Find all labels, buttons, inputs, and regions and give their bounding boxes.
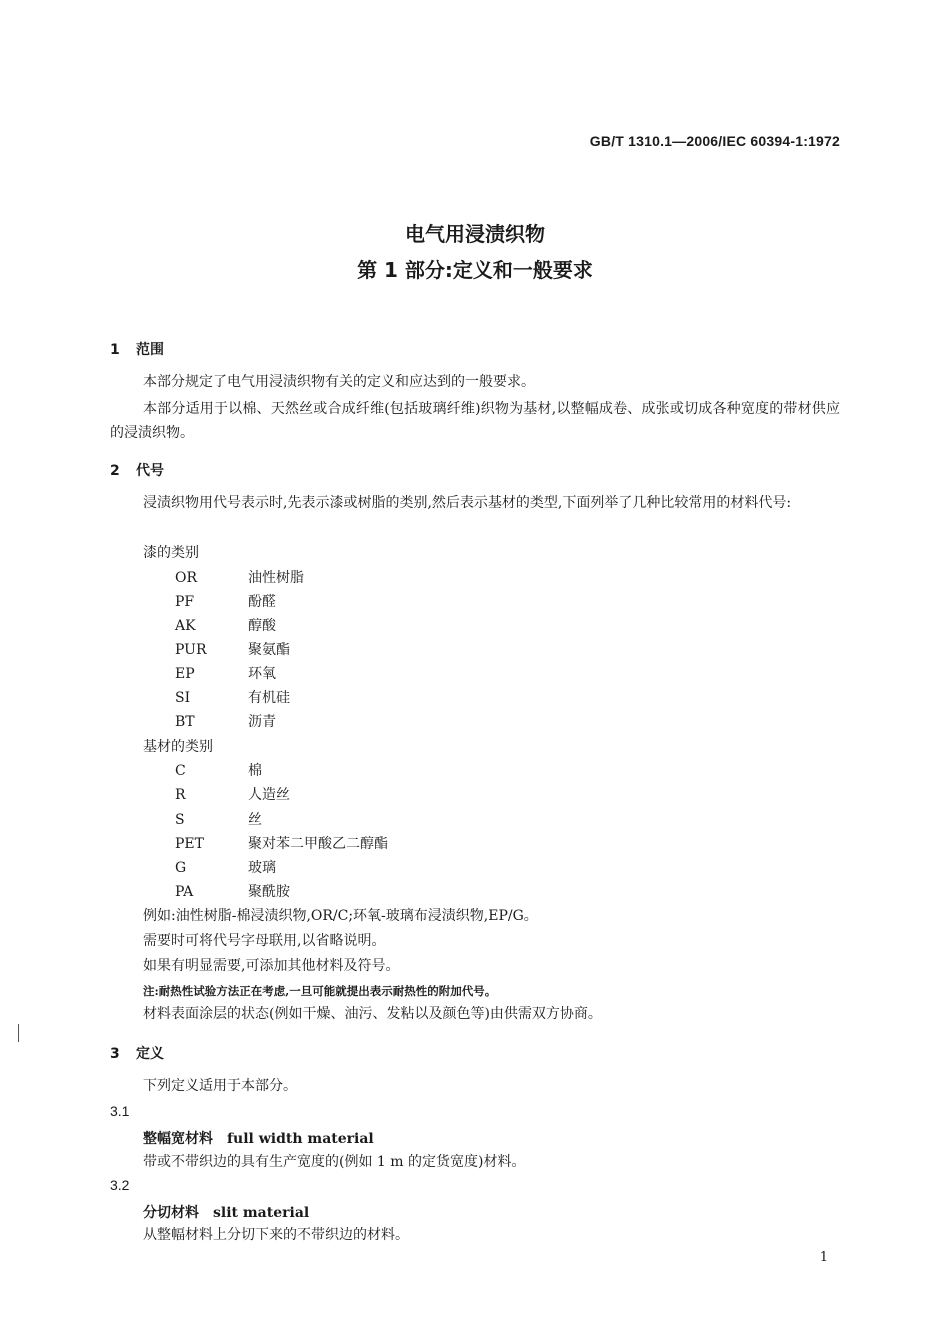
lacquer-name: 有机硅 [248,690,290,706]
definition-slit: 从整幅材料上分切下来的不带织边的材料。 [143,1227,409,1243]
lacquer-name: 环氧 [248,666,276,682]
section-3-heading: 3 定义 [110,1046,164,1062]
base-name: 聚酰胺 [248,884,290,900]
base-code: PET [175,836,204,852]
lacquer-name: 油性树脂 [248,570,304,586]
section-1-para-1: 本部分规定了电气用浸渍织物有关的定义和应达到的一般要求。 [143,374,535,390]
lacquer-name: 沥青 [248,714,276,730]
term-slit-material: 分切材料 slit material [143,1205,310,1221]
base-category-label: 基材的类别 [143,739,213,755]
surface-coating-line: 材料表面涂层的状态(例如干燥、油污、发粘以及颜色等)由供需双方协商。 [143,1006,602,1022]
definition-full-width: 带或不带织边的具有生产宽度的(例如 1 m 的定货宽度)材料。 [143,1154,526,1170]
lacquer-code: AK [175,618,196,634]
base-name: 聚对苯二甲酸乙二醇酯 [248,836,388,852]
example-line: 例如:油性树脂-棉浸渍织物,OR/C;环氧-玻璃布浸渍织物,EP/G。 [143,908,538,924]
section-3-intro: 下列定义适用于本部分。 [143,1078,297,1094]
term-full-width-material: 整幅宽材料 full width material [143,1131,374,1147]
base-name: 玻璃 [248,860,276,876]
combine-codes-line: 需要时可将代号字母联用,以省略说明。 [143,933,386,949]
base-code: G [175,860,187,876]
section-1-heading: 1 范围 [110,342,164,358]
lacquer-code: SI [175,690,191,706]
document-subtitle: 第 1 部分:定义和一般要求 [357,258,593,282]
lacquer-code: OR [175,570,198,586]
margin-mark [18,1024,19,1042]
section-2-heading: 2 代号 [110,463,164,479]
base-code: C [175,763,186,779]
lacquer-category-label: 漆的类别 [143,545,199,561]
base-name: 丝 [248,812,262,828]
note: 注:耐热性试验方法正在考虑,一旦可能就提出表示耐热性的附加代号。 [143,984,497,998]
lacquer-name: 聚氨酯 [248,642,290,658]
lacquer-code: PF [175,594,195,610]
base-name: 棉 [248,763,262,779]
standard-number: GB/T 1310.1—2006/IEC 60394-1:1972 [589,133,840,149]
lacquer-name: 醇酸 [248,618,276,634]
lacquer-code: EP [175,666,195,682]
subsection-number: 3.1 [110,1103,130,1119]
lacquer-code: PUR [175,642,207,658]
document-title: 电气用浸渍织物 [405,222,545,246]
base-code: R [175,787,186,803]
section-1-para-2: 本部分适用于以棉、天然丝或合成纤维(包括玻璃纤维)织物为基材,以整幅成卷、成张或切成各种宽度的带材供应的浸渍织物。 [110,401,840,441]
page-number: 1 [819,1250,828,1265]
subsection-number: 3.2 [110,1177,130,1193]
lacquer-code: BT [175,714,195,730]
base-code: PA [175,884,194,900]
section-2-intro: 浸渍织物用代号表示时,先表示漆或树脂的类别,然后表示基材的类型,下面列举了几种比较常用的材料代号: [143,495,792,511]
base-code: S [175,812,185,828]
lacquer-name: 酚醛 [248,594,276,610]
add-materials-line: 如果有明显需要,可添加其他材料及符号。 [143,958,400,974]
base-name: 人造丝 [248,787,290,803]
